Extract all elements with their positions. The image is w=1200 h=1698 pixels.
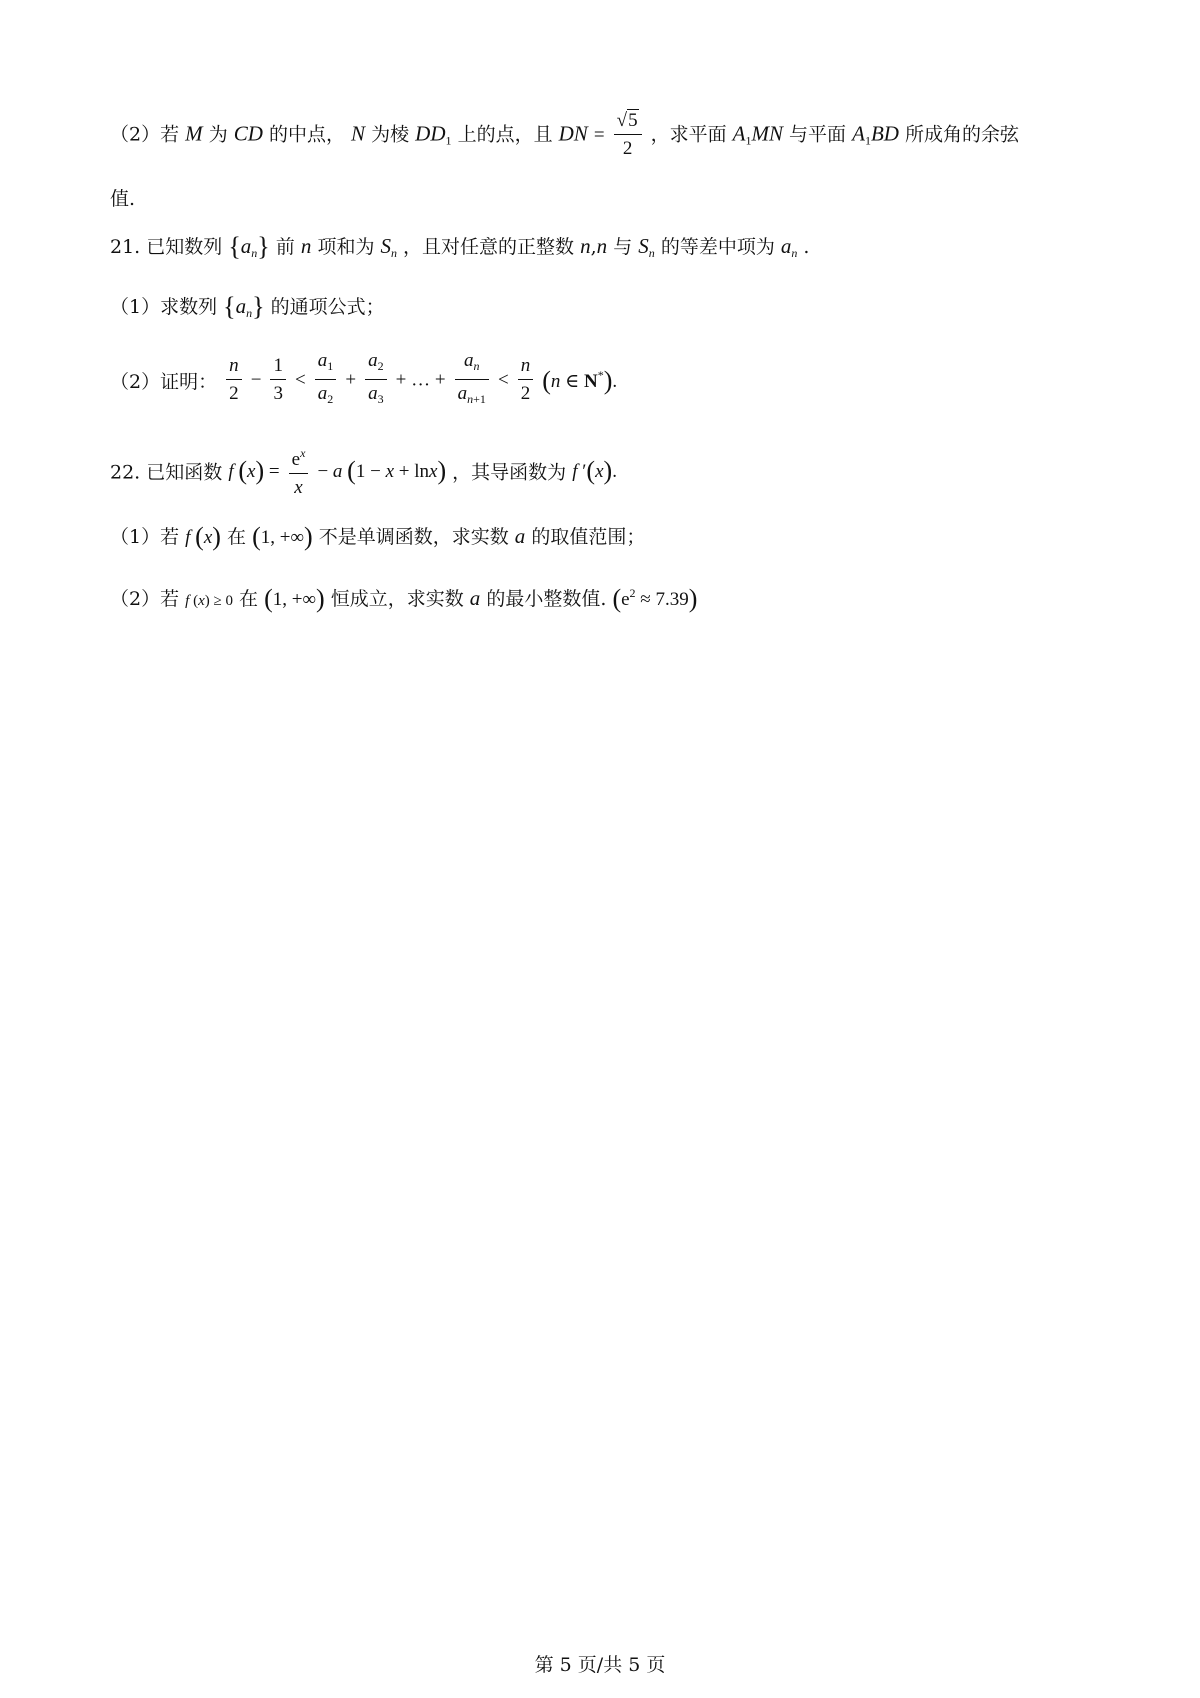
problem-21-stem: 21. 已知数列 $\{a_n\}$ 前 n 项和为 $S_n$ ，且对任意的正整数 n,n 与 $S_n$ 的等差中项为 $a_n$ . xyxy=(110,232,810,261)
problem-20-part-2: （2）若 M 为 CD 的中点， N 为棱 $DD_1$ 上的点，且 DN = $\frac{√5}{2}$ ，求平面 $A_1MN$ 与平面 $A_1BD$ 所成角的余弦 xyxy=(110,108,1019,163)
problem-20-continuation: 值. xyxy=(110,188,136,210)
problem-21-part-2: （2）证明： $\frac{n}{2}$ − $\frac{1}{3}$ < $\frac{a_1}{a_2}$ + $\frac{a_2}{a_3}$ + … + $\frac{a_n}{a_{n+1}}$ < $\frac{n}{2}$ (n ∈ N*). xyxy=(110,348,617,413)
problem-22-part-1: （1）若 f (x) 在 (1, +∞) 不是单调函数，求实数 a 的取值范围； xyxy=(110,522,646,551)
problem-22-part-2: （2）若 f (x) ≥ 0 在 (1, +∞) 恒成立，求实数 a 的最小整数值. $(e^2 \approx 7.39)$ xyxy=(110,584,698,613)
page-footer: 第 5 页/共 5 页 xyxy=(534,1654,666,1676)
problem-22-stem: 22. 已知函数 f (x) = $\frac{e^x}{x}$ − a (1 − x + lnx) ，其导函数为 f ′(x). xyxy=(110,440,617,502)
fraction-sqrt5-over-2: $\frac{√5}{2}$ xyxy=(614,108,642,163)
problem-21-part-1: （1）求数列 $\{a_n\}$ 的通项公式； xyxy=(110,292,385,321)
